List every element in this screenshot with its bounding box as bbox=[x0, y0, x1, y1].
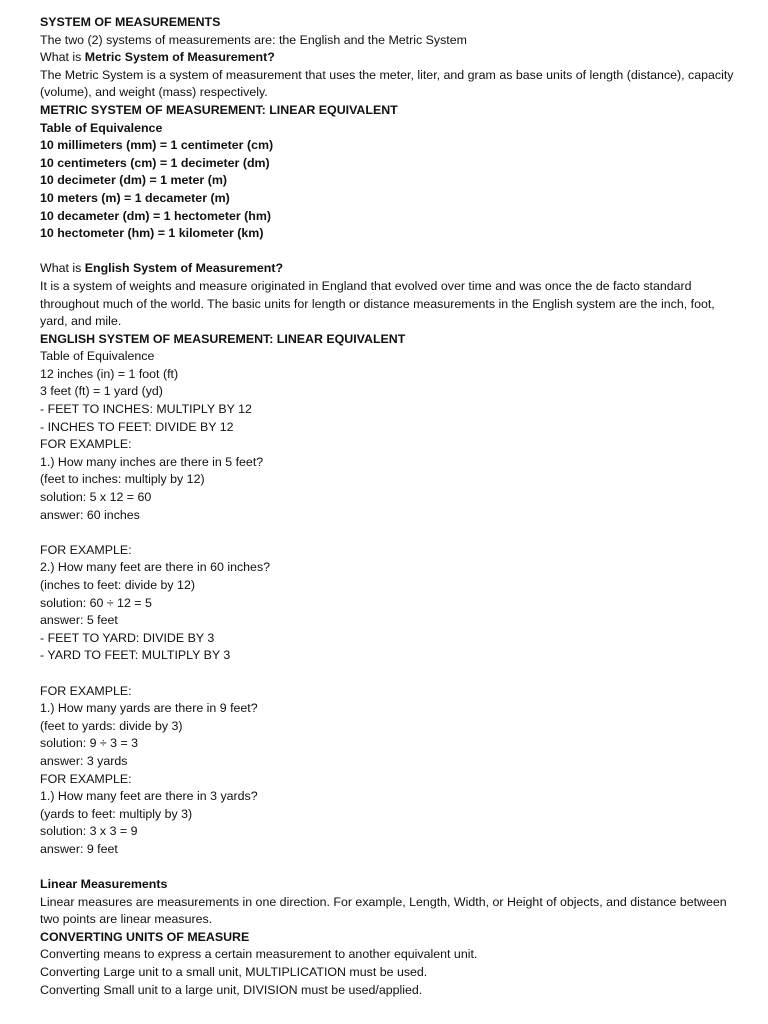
blank-line bbox=[40, 859, 738, 877]
text-line: FOR EXAMPLE: bbox=[40, 437, 132, 452]
text-line: 1.) How many yards are there in 9 feet? bbox=[40, 701, 258, 716]
intro-text: The two (2) systems of measurements are: the English and the Metric System bbox=[40, 32, 467, 47]
text-line: solution: 3 x 3 = 9 bbox=[40, 824, 138, 839]
question-metric bbox=[40, 49, 738, 67]
text-line: 2.) How many feet are there in 60 inches? bbox=[40, 560, 271, 575]
metric-row: 10 meters (m) = 1 decameter (m) bbox=[40, 190, 230, 205]
blank-line bbox=[40, 524, 738, 542]
text-line: solution: 9 ÷ 3 = 3 bbox=[40, 736, 139, 751]
metric-table-heading: Table of Equivalence bbox=[40, 120, 163, 135]
text-line: (feet to yards: divide by 3) bbox=[40, 718, 183, 733]
text-line: solution: 5 x 12 = 60 bbox=[40, 490, 152, 505]
converting-line: Converting Large unit to a small unit, MULTIPLICATION must be used. bbox=[40, 965, 428, 980]
text-line: 1.) How many inches are there in 5 feet? bbox=[40, 454, 264, 469]
metric-row: 10 decimeter (dm) = 1 meter (m) bbox=[40, 173, 227, 188]
converting-heading: CONVERTING UNITS OF MEASURE bbox=[40, 929, 250, 944]
blank-line bbox=[40, 243, 738, 261]
text-line: 1.) How many feet are there in 3 yards? bbox=[40, 789, 258, 804]
text-line: - INCHES TO FEET: DIVIDE BY 12 bbox=[40, 419, 234, 434]
metric-heading: METRIC SYSTEM OF MEASUREMENT: LINEAR EQUIVALENT bbox=[40, 102, 398, 117]
question-metric-prefix: What is bbox=[40, 50, 85, 65]
text-line: answer: 5 feet bbox=[40, 613, 118, 628]
text-line: answer: 3 yards bbox=[40, 753, 128, 768]
question-metric-bold: Metric System of Measurement? bbox=[84, 50, 275, 65]
text-line: - FEET TO YARD: DIVIDE BY 3 bbox=[40, 630, 215, 645]
text-line: FOR EXAMPLE: bbox=[40, 542, 132, 557]
text-line: Table of Equivalence bbox=[40, 349, 155, 364]
text-line: - YARD TO FEET: MULTIPLY BY 3 bbox=[40, 648, 231, 663]
text-line: answer: 60 inches bbox=[40, 507, 140, 522]
metric-row: 10 hectometer (hm) = 1 kilometer (km) bbox=[40, 226, 264, 241]
metric-row: 10 millimeters (mm) = 1 centimeter (cm) bbox=[40, 138, 274, 153]
text-line: (yards to feet: multiply by 3) bbox=[40, 806, 193, 821]
english-heading: ENGLISH SYSTEM OF MEASUREMENT: LINEAR EQUIVALENT bbox=[40, 331, 406, 346]
question-english-bold: English System of Measurement? bbox=[84, 261, 284, 276]
converting-line: Converting means to express a certain measurement to another equivalent unit. bbox=[40, 947, 478, 962]
blank-line bbox=[40, 665, 738, 683]
metric-definition: The Metric System is a system of measurement that uses the meter, liter, and gram as base units of length (distance), capacity (volume), and weight (mass) respectively. bbox=[40, 67, 734, 100]
question-english bbox=[40, 260, 738, 278]
linear-heading: Linear Measurements bbox=[40, 877, 168, 892]
metric-row: 10 decameter (dm) = 1 hectometer (hm) bbox=[40, 208, 272, 223]
english-definition: It is a system of weights and measure originated in England that evolved over time and was once the de facto standard throughout much of the world. The basic units for length or distance measurements in the English system are the inch, foot, yard, and mile. bbox=[40, 278, 715, 329]
text-line: FOR EXAMPLE: bbox=[40, 771, 132, 786]
metric-row: 10 centimeters (cm) = 1 decimeter (dm) bbox=[40, 155, 270, 170]
text-line: (inches to feet: divide by 12) bbox=[40, 578, 195, 592]
question-english-prefix: What is bbox=[40, 261, 85, 276]
converting-line: Converting Small unit to a large unit, DIVISION must be used/applied. bbox=[40, 982, 423, 997]
text-line: 12 inches (in) = 1 foot (ft) bbox=[40, 366, 179, 381]
text-line: (feet to inches: multiply by 12) bbox=[40, 472, 205, 487]
text-line: solution: 60 ÷ 12 = 5 bbox=[40, 595, 152, 610]
text-line: FOR EXAMPLE: bbox=[40, 683, 132, 698]
text-line: answer: 9 feet bbox=[40, 841, 118, 856]
document-title: SYSTEM OF MEASUREMENTS bbox=[40, 15, 221, 29]
text-line: 3 feet (ft) = 1 yard (yd) bbox=[40, 384, 163, 399]
linear-definition: Linear measures are measurements in one direction. For example, Length, Width, or Height of objects, and distance between two points are linear measures. bbox=[40, 894, 727, 927]
text-line: - FEET TO INCHES: MULTIPLY BY 12 bbox=[40, 402, 252, 417]
